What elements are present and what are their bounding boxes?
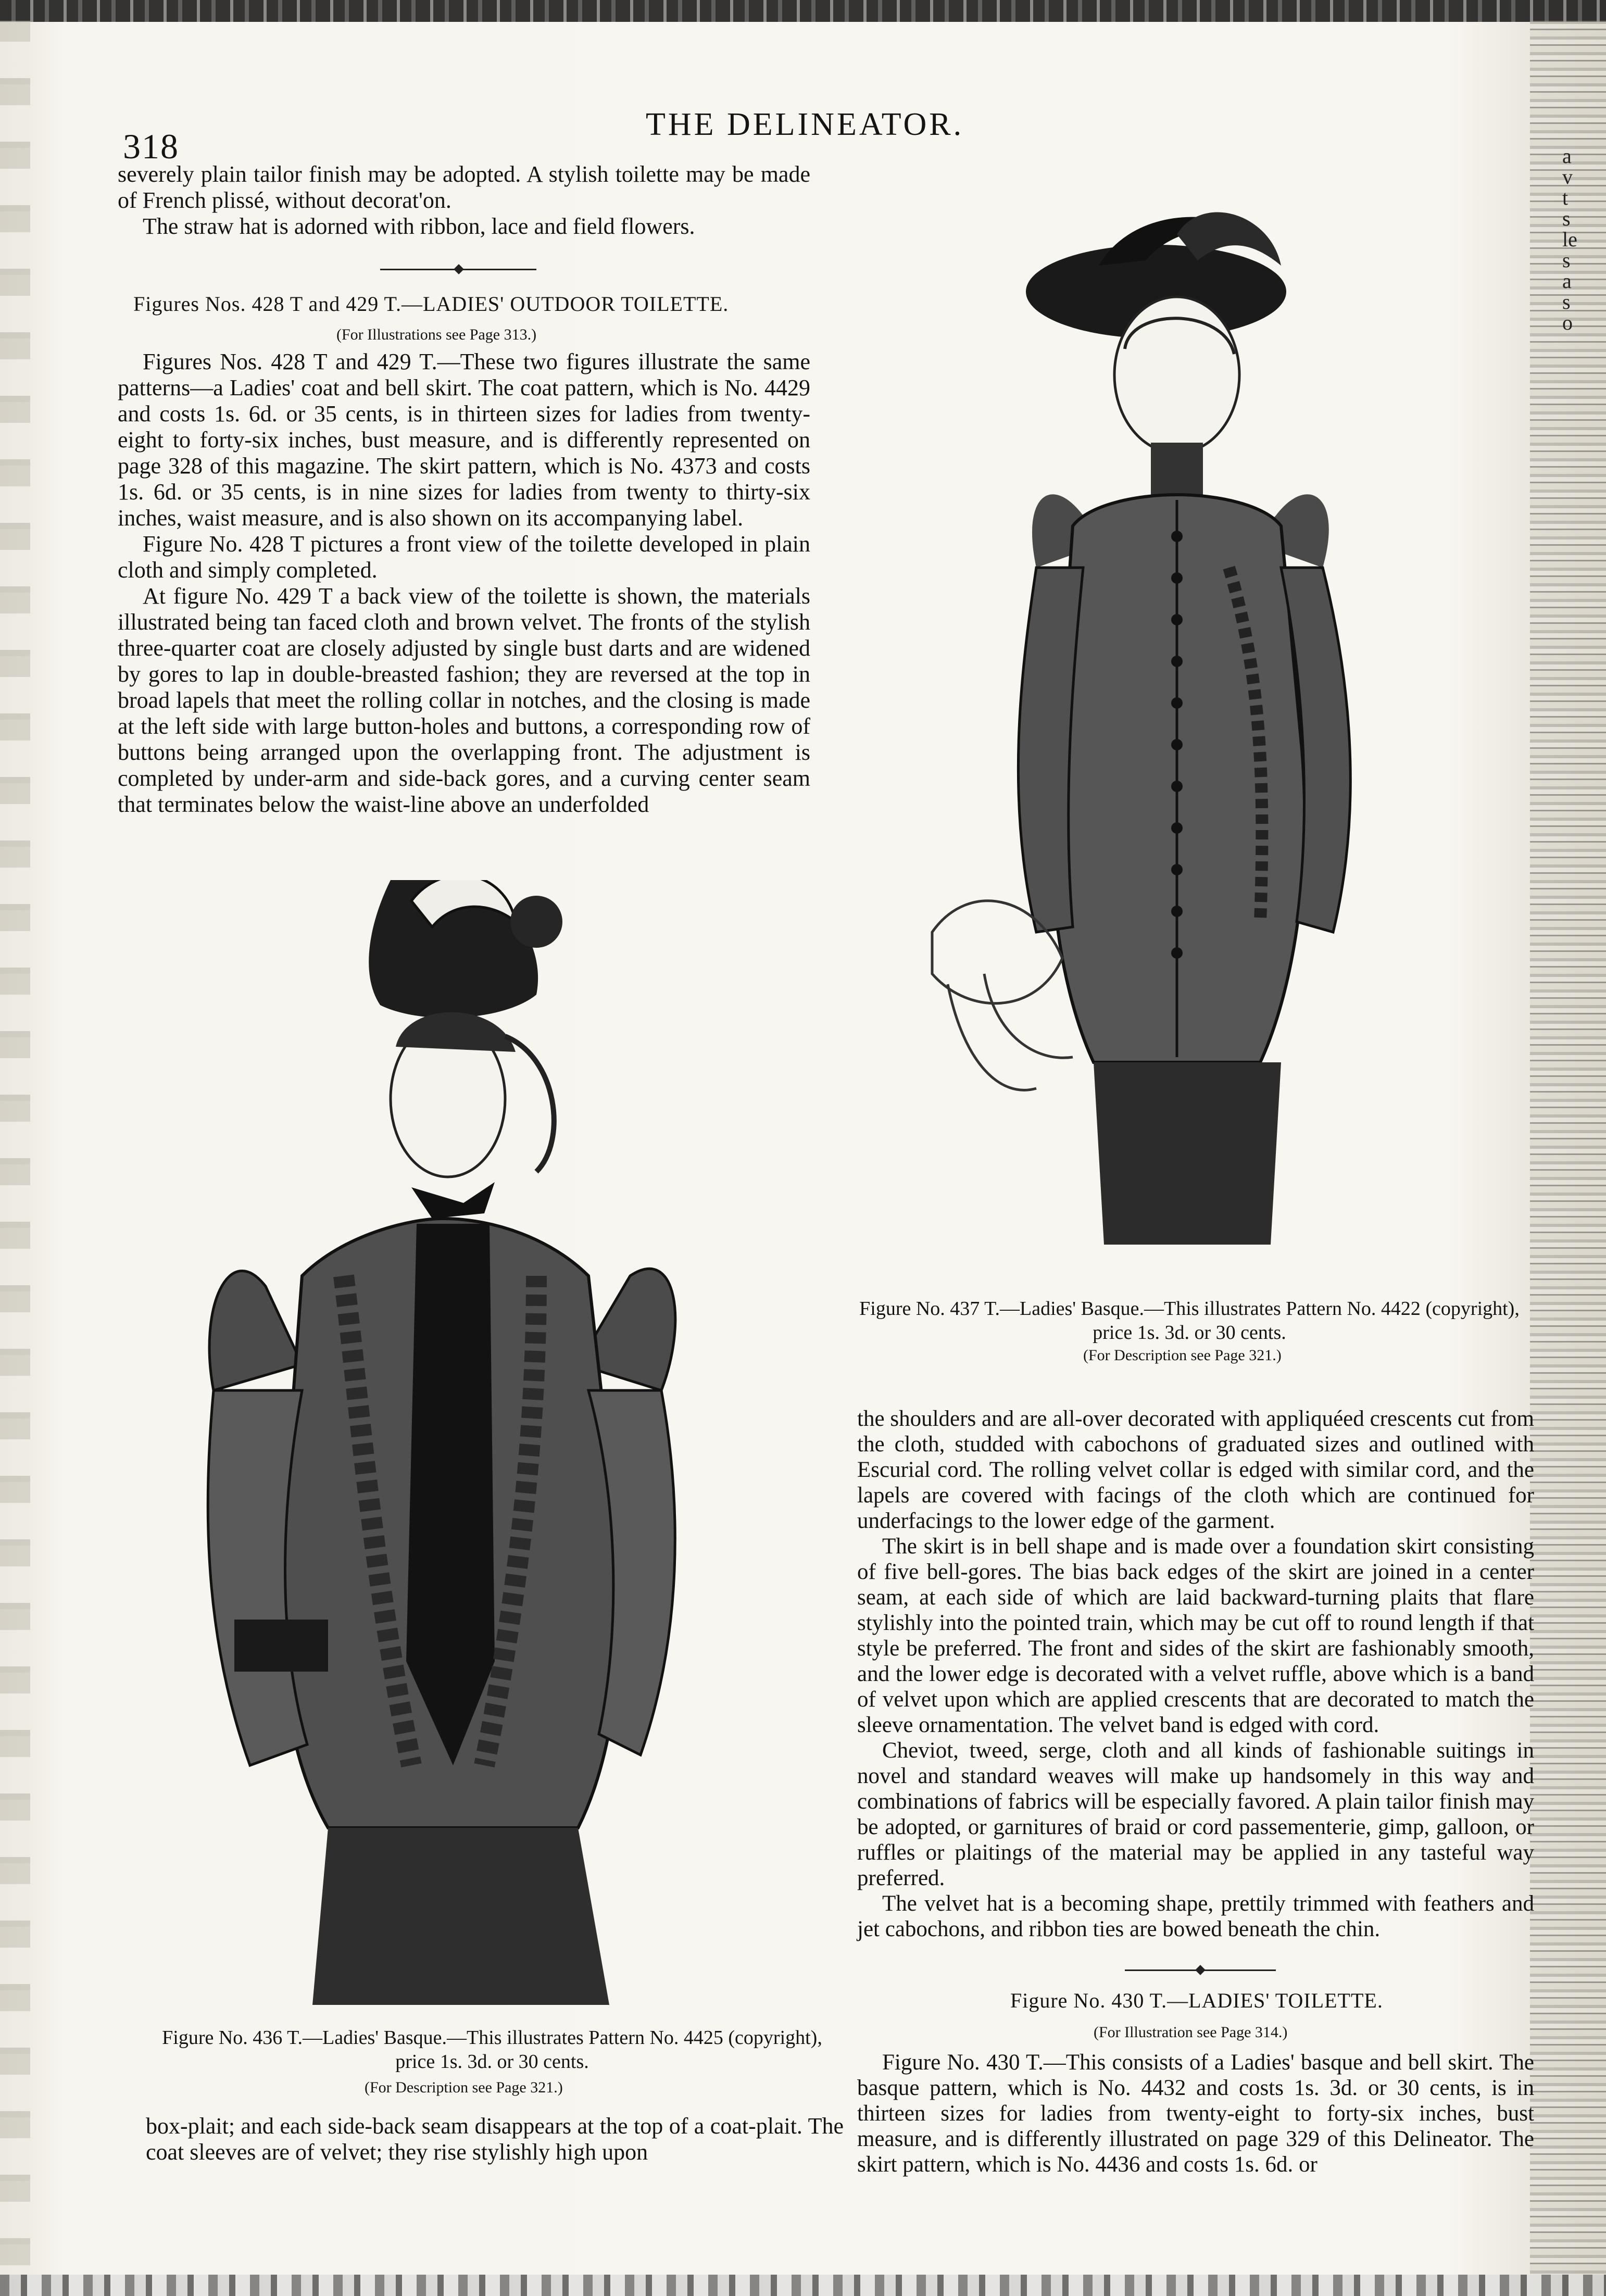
page-number: 318 xyxy=(123,127,179,166)
section-heading-430: Figure No. 430 T.—LADIES' TOILETTE. xyxy=(1010,1989,1383,2012)
intro-text xyxy=(118,161,810,240)
right-paragraph-4: The velvet hat is a becoming shape, prettily trimmed with feathers and jet cabochons, and ribbon ties are bowed beneath the chin. xyxy=(857,1891,1534,1941)
body-430: Figure No. 430 T.—This consists of a Ladies' basque and bell skirt. The basque pattern, which is No. 4432 and costs 1s. 3d. or 30 cents, is in thirteen sizes for ladies from twenty-eight to forty-six inches, bust measure, and is differently illustrated on page 329 of this Delineator. The skirt pattern, which is No. 4436 and costs 1s. 6d. or xyxy=(857,2050,1534,2177)
body-paragraph-1: Figures Nos. 428 T and 429 T.—These two figures illustrate the same patterns—a Ladies' coat and bell skirt. The coat pattern, which is No. 4429 and costs 1s. 6d. or 35 cents, is in thirteen sizes for ladies from twenty-eight to forty-six inches, bust measure, and is differently represented on page 328 of this magazine. The skirt pattern, which is No. 4373 and costs 1s. 6d. or 35 cents, is in nine sizes for ladies from twenty to thirty-six inches, waist measure, and is also shown on its accompanying label. xyxy=(118,349,810,531)
section-ref-428-429: (For Illustrations see Page 313.) xyxy=(336,326,537,343)
caption-figure-436: Figure No. 436 T.—Ladies' Basque.—This illustrates Pattern No. 4425 (copyright), price 1s. 3d. or 30 cents. xyxy=(162,2027,822,2073)
caption-figure-437: Figure No. 437 T.—Ladies' Basque.—This illustrates Pattern No. 4422 (copyright), price 1s. 3d. or 30 cents. xyxy=(859,1298,1520,1344)
right-paragraph-2: The skirt is in bell shape and is made over a foundation skirt consisting of five bell-gores. The bias back edges of the skirt are joined in a center seam, at each side of which are laid backward-turning plaits that flare stylishly into the pointed train, which may be cut off to round length if that style be preferred. The front and sides of the skirt are fashionably smooth, and the lower edge is decorated with a velvet ruffle, above which is a band of velvet upon which are applied crescents that are decorated to match the sleeve ornamentation. The velvet band is edged with cord. xyxy=(857,1534,1534,1737)
scan-left-edge xyxy=(0,21,30,2276)
scan-bottom-edge xyxy=(0,2275,1606,2296)
right-paragraph-1: the shoulders and are all-over decorated with appliquéed crescents cut from the cloth, studded with cabochons of graduated sizes and outlined with Escurial cord. The rolling velvet collar is edged with similar cord, and the lapels are covered with facings of the cloth which are continued for underfacings to the lower edge of the garment. xyxy=(857,1407,1534,1533)
adjacent-page-fragments: a v t s le s a s o xyxy=(1562,144,1577,334)
body-paragraph-3: At figure No. 429 T a back view of the toilette is shown, the materials illustrated being tan faced cloth and brown velvet. The fronts of the stylish three-quarter coat are closely adjusted by single bust darts and are widened by gores to lap in double-breasted fashion; they are reversed at the top in broad lapels that meet the rolling collar in notches, and the closing is made at the left side with large button-holes and buttons, a corresponding row of buttons being arranged upon the overlapping front. The adjustment is completed by under-arm and side-back gores, and a curving center seam that terminates below the waist-line above an underfolded xyxy=(118,583,810,817)
body-paragraph-2: Figure No. 428 T pictures a front view of the toilette developed in plain cloth and simply completed. xyxy=(118,531,810,583)
intro-paragraph-1: severely plain tailor finish may be adopted. A stylish toilette may be made of French plissé, without decorat'on. xyxy=(118,161,810,213)
section-ref-430: (For Illustration see Page 314.) xyxy=(1094,2024,1288,2041)
running-head: THE DELINEATOR. xyxy=(646,107,964,142)
scan-top-edge xyxy=(0,0,1606,22)
illustration-figure-437 xyxy=(864,203,1541,1286)
left-column-bottom-text: box-plait; and each side-back seam disappears at the top of a coat-plait. The coat sleeves are of velvet; they rise stylishly high upon xyxy=(146,2113,844,2165)
body-428-429 xyxy=(118,349,810,818)
section-heading-428-429: Figures Nos. 428 T and 429 T.—LADIES' OUTDOOR TOILETTE. xyxy=(133,292,729,316)
intro-paragraph-2: The straw hat is adorned with ribbon, lace and field flowers. xyxy=(143,214,695,239)
ref-figure-437: (For Description see Page 321.) xyxy=(1083,1347,1282,1364)
ref-figure-436: (For Description see Page 321.) xyxy=(365,2079,563,2096)
illustration-figure-436 xyxy=(172,880,776,2005)
rule-ornament xyxy=(454,264,464,274)
right-column-text xyxy=(857,1406,1534,1942)
right-paragraph-3: Cheviot, tweed, serge, cloth and all kinds of fashionable suitings in novel and standard weaves will make up handsomely in this way and combinations of fabrics will be especially favored. A plain tailor finish may be adopted, or garnitures of braid or cord passementerie, gimp, galloon, or ruffles or plaitings of the material may be applied in any tasteful way preferred. xyxy=(857,1738,1534,1890)
rule-ornament-right xyxy=(1195,1965,1206,1975)
